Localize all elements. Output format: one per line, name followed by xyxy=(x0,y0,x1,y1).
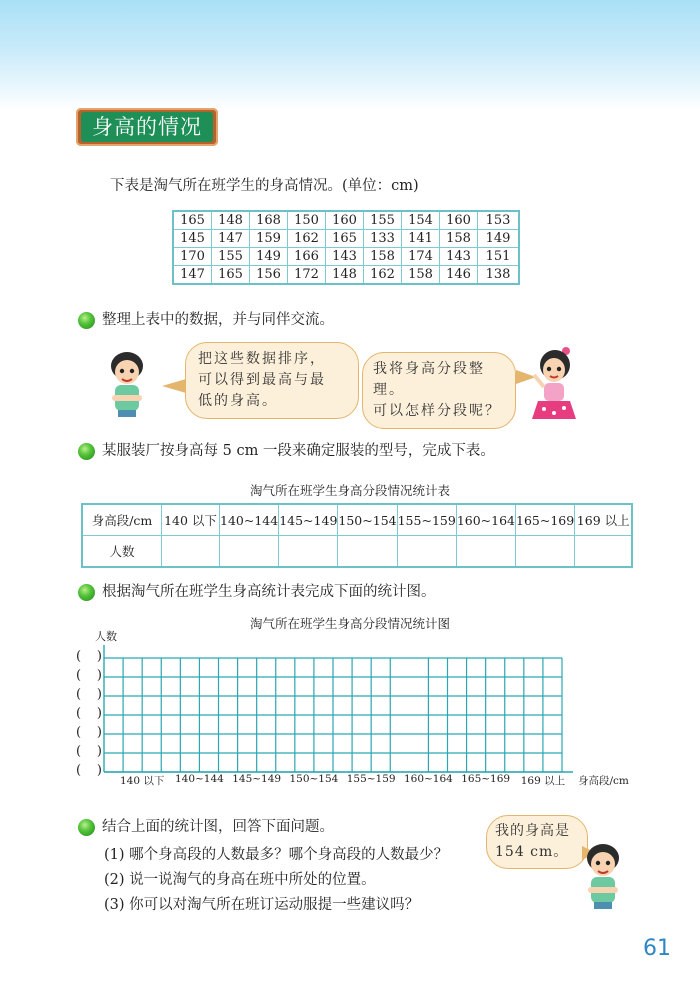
table-cell: 166 xyxy=(288,248,326,266)
table-cell: 158 xyxy=(364,248,402,266)
task-1-text: 整理上表中的数据，并与同伴交流。 xyxy=(102,312,334,328)
y-tick-blank[interactable]: ( ) xyxy=(76,687,102,702)
table-cell: 168 xyxy=(250,211,288,230)
task-4-text: 结合上面的统计图，回答下面问题。 xyxy=(102,819,334,835)
y-tick-blank[interactable]: ( ) xyxy=(76,763,102,778)
table-cell: 143 xyxy=(326,248,364,266)
task-2-text: 某服装厂按身高每 5 cm 一段来确定服装的型号，完成下表。 xyxy=(102,443,495,459)
y-axis-label: 人数 xyxy=(95,630,117,643)
x-tick-label: 145~149 xyxy=(232,773,282,785)
seg-column-header: 165~169 xyxy=(516,504,575,536)
question-1: (1) 哪个身高段的人数最多？哪个身高段的人数最少？ xyxy=(104,847,449,863)
table-cell: 141 xyxy=(402,230,440,248)
table-cell: 160 xyxy=(440,211,478,230)
table-cell: 133 xyxy=(364,230,402,248)
table-cell: 153 xyxy=(478,211,520,230)
boy-speech-bubble: 把这些数据排序， 可以得到最高与最 低的身高。 xyxy=(185,342,359,419)
chart-title: 淘气所在班学生身高分段情况统计图 xyxy=(249,616,450,631)
table-cell: 147 xyxy=(173,266,212,285)
seg-column-header: 160~164 xyxy=(456,504,515,536)
boy-height-speech-bubble: 我的身高是 154 cm。 xyxy=(486,815,588,869)
table-cell: 165 xyxy=(326,230,364,248)
table-cell: 151 xyxy=(478,248,520,266)
seg-column-header: 150~154 xyxy=(338,504,397,536)
seg-row-label: 人数 xyxy=(82,536,162,568)
seg-table-title: 淘气所在班学生身高分段情况统计表 xyxy=(249,483,450,498)
table-cell: 148 xyxy=(326,266,364,285)
table-cell: 172 xyxy=(288,266,326,285)
x-tick-label: 140 以下 xyxy=(119,775,165,787)
table-cell: 147 xyxy=(212,230,250,248)
table-cell: 155 xyxy=(212,248,250,266)
table-cell: 165 xyxy=(173,211,212,230)
table-cell: 149 xyxy=(250,248,288,266)
y-tick-blank[interactable]: ( ) xyxy=(76,649,102,664)
table-cell: 150 xyxy=(288,211,326,230)
table-cell: 146 xyxy=(440,266,478,285)
seg-header-label: 身高段/cm xyxy=(82,504,162,536)
seg-column-header: 140~144 xyxy=(220,504,279,536)
table-cell: 160 xyxy=(326,211,364,230)
x-axis-title: 身高段/cm xyxy=(578,775,629,787)
section-title: 身高的情况 xyxy=(81,112,213,142)
table-cell: 143 xyxy=(440,248,478,266)
x-tick-label: 150~154 xyxy=(289,773,339,785)
x-tick-label: 155~159 xyxy=(346,773,396,785)
y-tick-blank[interactable]: ( ) xyxy=(76,744,102,759)
table-cell: 162 xyxy=(364,266,402,285)
table-cell: 165 xyxy=(212,266,250,285)
question-2: (2) 说一说淘气的身高在班中所处的位置。 xyxy=(104,872,376,888)
girl-speech-bubble: 我将身高分段整理。 可以怎样分段呢？ xyxy=(362,352,516,429)
table-cell: 155 xyxy=(364,211,402,230)
question-3: (3) 你可以对淘气所在班订运动服提一些建议吗？ xyxy=(104,897,420,913)
page-number: 61 xyxy=(643,936,671,961)
seg-column-header: 140 以下 xyxy=(162,504,220,536)
y-tick-blank[interactable]: ( ) xyxy=(76,725,102,740)
y-tick-blank[interactable]: ( ) xyxy=(76,706,102,721)
table-cell: 158 xyxy=(440,230,478,248)
table-cell: 158 xyxy=(402,266,440,285)
seg-column-header: 169 以上 xyxy=(575,504,633,536)
seg-column-header: 145~149 xyxy=(279,504,338,536)
table-cell: 170 xyxy=(173,248,212,266)
task-3-text: 根据淘气所在班学生身高统计表完成下面的统计图。 xyxy=(102,584,436,600)
x-tick-label: 160~164 xyxy=(403,773,453,785)
x-tick-label: 165~169 xyxy=(461,773,511,785)
table-cell: 159 xyxy=(250,230,288,248)
table-cell: 174 xyxy=(402,248,440,266)
intro-text: 下表是淘气所在班学生的身高情况。(单位：cm) xyxy=(110,178,419,194)
boy-character-icon xyxy=(580,840,626,912)
table-cell: 138 xyxy=(478,266,520,285)
table-cell: 148 xyxy=(212,211,250,230)
x-tick-label: 169 以上 xyxy=(520,775,566,787)
table-cell: 154 xyxy=(402,211,440,230)
x-tick-label: 140~144 xyxy=(174,773,224,785)
task-4 xyxy=(78,817,334,837)
table-cell: 162 xyxy=(288,230,326,248)
table-cell: 156 xyxy=(250,266,288,285)
y-tick-blank[interactable]: ( ) xyxy=(76,668,102,683)
green-bullet-icon xyxy=(78,819,95,836)
seg-column-header: 155~159 xyxy=(397,504,456,536)
table-cell: 145 xyxy=(173,230,212,248)
table-cell: 149 xyxy=(478,230,520,248)
